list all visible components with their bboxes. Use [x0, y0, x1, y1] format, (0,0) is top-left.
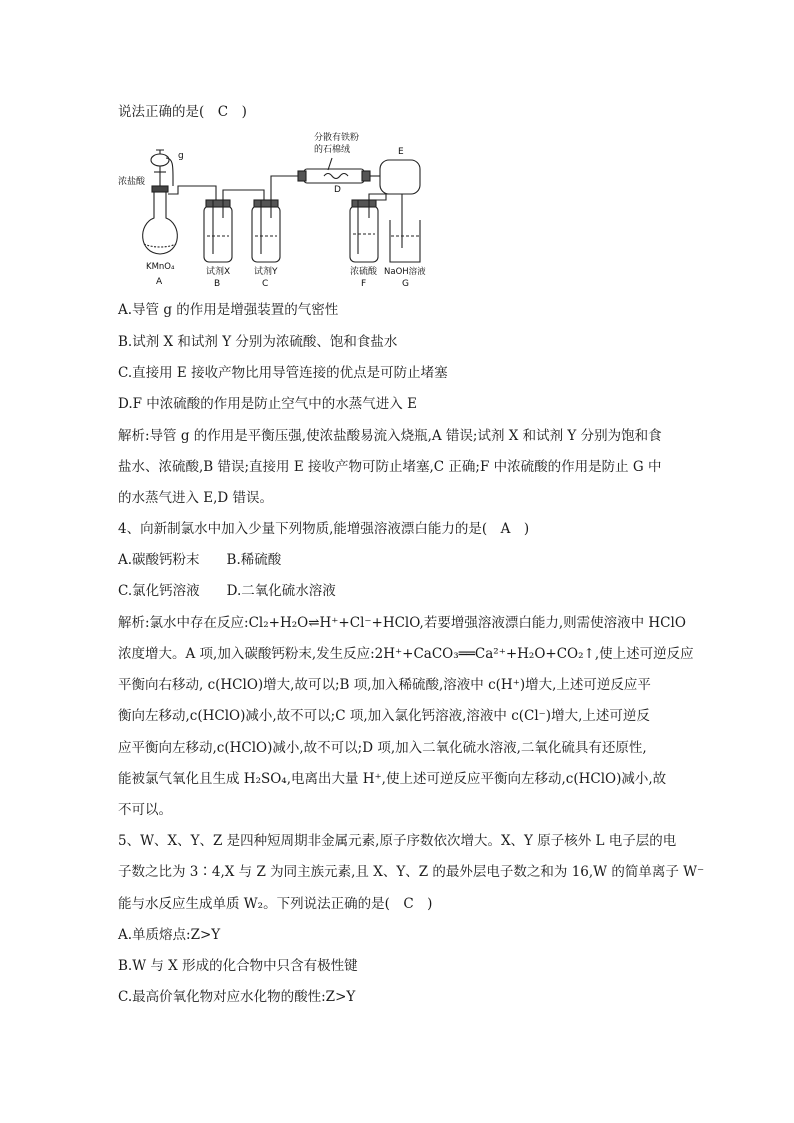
- question-4-analysis-line: 不可以。: [118, 802, 172, 818]
- beaker-g: [390, 220, 420, 262]
- question-3-option-b: B.试剂 X 和试剂 Y 分别为浓硫酸、饱和食盐水: [118, 334, 398, 350]
- bottle-b: [204, 206, 232, 262]
- question-4-options-ab: A.碳酸钙粉末 B.稀硫酸: [118, 552, 282, 568]
- question-4-analysis-line: 能被氯气氧化且生成 H₂SO₄,电离出大量 H⁺,使上述可逆反应平衡向左移动,c(HClO)减小,故: [118, 771, 667, 787]
- question-5-stem-line: 子数之比为 3∶4,X 与 Z 为同主族元素,且 X、Y、Z 的最外层电子数之和为 16,W 的简单离子 W⁻: [118, 864, 705, 880]
- label-g: g: [178, 151, 184, 161]
- label-b: B: [214, 279, 221, 288]
- apparatus-figure: [118, 128, 463, 288]
- question-3-stem-tail: 说法正确的是( C ): [118, 104, 247, 120]
- question-3-option-d: D.F 中浓硫酸的作用是防止空气中的水蒸气进入 E: [118, 396, 417, 412]
- tube-d: [304, 169, 364, 183]
- question-3-analysis-line: 盐水、浓硫酸,B 错误;直接用 E 接收产物可防止堵塞,C 正确;F 中浓硫酸的作用是防止 G 中: [118, 459, 662, 475]
- question-5-option-b: B.W 与 X 形成的化合物中只含有极性键: [118, 958, 358, 974]
- flask-a-stopper: [152, 186, 168, 192]
- label-naoh: NaOH溶液: [384, 267, 426, 277]
- label-d: D: [334, 185, 341, 195]
- question-4-stem: 4、向新制氯水中加入少量下列物质,能增强溶液漂白能力的是( A ): [118, 521, 530, 537]
- label-c: C: [262, 279, 269, 288]
- tube-g: [166, 158, 173, 186]
- question-4-analysis-line: 衡向左移动,c(HClO)减小,故不可以;C 项,加入氯化钙溶液,溶液中 c(Cl⁻)增大,上述可逆反: [118, 708, 650, 724]
- label-reagent-y: 试剂Y: [254, 267, 278, 277]
- label-g-beaker: G: [402, 279, 409, 288]
- question-4-analysis-line: 平衡向右移动, c(HClO)增大,故可以;B 项,加入稀硫酸,溶液中 c(H⁺)增大,上述可逆反应平: [118, 677, 651, 693]
- question-4-analysis-line: 浓度增大。A 项,加入碳酸钙粉末,发生反应:2H⁺+CaCO₃══Ca²⁺+H₂O+CO₂↑,使上述可逆反应: [118, 646, 694, 662]
- label-h2so4: 浓硫酸: [350, 267, 378, 277]
- question-3-option-c: C.直接用 E 接收产物比用导管连接的优点是可防止堵塞: [118, 365, 448, 381]
- apparatus-diagram: [118, 128, 463, 288]
- funnel-bulb: [151, 154, 169, 166]
- flask-e: [380, 160, 420, 194]
- question-3-option-a: A.导管 g 的作用是增强装置的气密性: [118, 302, 339, 318]
- question-5-option-c: C.最高价氧化物对应水化物的酸性:Z>Y: [118, 989, 356, 1005]
- flask-a: [143, 192, 178, 254]
- question-4-options-cd: C.氯化钙溶液 D.二氧化硫水溶液: [118, 583, 336, 599]
- bottle-c: [252, 206, 280, 262]
- label-reagent-x: 试剂X: [206, 267, 231, 277]
- question-5-stem-line: 5、W、X、Y、Z 是四种短周期非金属元素,原子序数依次增大。X、Y 原子核外 L 电子层的电: [118, 833, 677, 849]
- question-4-analysis-line: 解析:氯水中存在反应:Cl₂+H₂O⇌H⁺+Cl⁻+HClO,若要增强溶液漂白能力,则需使溶液中 HClO: [118, 615, 686, 631]
- question-3-analysis-line: 的水蒸气进入 E,D 错误。: [118, 490, 274, 506]
- question-3-analysis-line: 解析:导管 g 的作用是平衡压强,使浓盐酸易流入烧瓶,A 错误;试剂 X 和试剂 Y 分别为饱和食: [118, 428, 662, 444]
- question-5-option-a: A.单质熔点:Z>Y: [118, 927, 221, 943]
- tube-b-c: [223, 190, 264, 200]
- label-hcl: 浓盐酸: [118, 177, 146, 187]
- label-e: E: [398, 147, 404, 157]
- question-5-stem-line: 能与水反应生成单质 W₂。下列说法正确的是( C ): [118, 896, 433, 912]
- label-kmno4: KMnO₄: [146, 262, 175, 272]
- label-a: A: [156, 277, 163, 287]
- question-4-analysis-line: 应平衡向左移动,c(HClO)减小,故不可以;D 项,加入二氧化硫水溶液,二氧化硫具有还原性,: [118, 740, 647, 756]
- label-iron-1: 分散有铁粉: [314, 133, 360, 143]
- label-f: F: [361, 279, 367, 288]
- label-iron-2: 的石棉绒: [314, 145, 351, 155]
